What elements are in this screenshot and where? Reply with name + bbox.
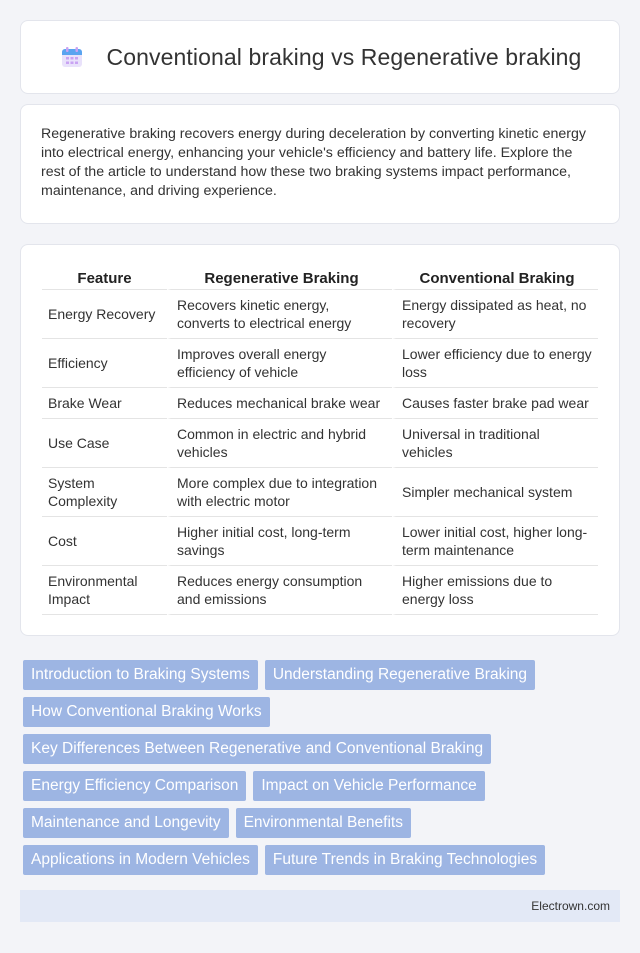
header-card xyxy=(20,20,620,94)
table-cell: Improves overall energy efficiency of vehicle xyxy=(167,339,392,388)
table-row xyxy=(42,388,598,419)
table-row xyxy=(42,517,598,566)
tag-link[interactable]: Impact on Vehicle Performance xyxy=(253,771,484,801)
tag-link[interactable]: Maintenance and Longevity xyxy=(23,808,229,838)
table-row xyxy=(42,339,598,388)
column-header: Conventional Braking xyxy=(392,265,598,290)
table-cell: Environmental Impact xyxy=(42,566,167,615)
table-cell: System Complexity xyxy=(42,468,167,517)
column-header: Feature xyxy=(42,265,167,290)
tag-link[interactable]: How Conventional Braking Works xyxy=(23,697,270,727)
tag-link[interactable]: Environmental Benefits xyxy=(236,808,411,838)
tag-link[interactable]: Introduction to Braking Systems xyxy=(23,660,258,690)
table-cell: Lower initial cost, higher long-term maintenance xyxy=(392,517,598,566)
tag-link[interactable]: Applications in Modern Vehicles xyxy=(23,845,258,875)
table-cell: Universal in traditional vehicles xyxy=(392,419,598,468)
tag-link[interactable]: Future Trends in Braking Technologies xyxy=(265,845,545,875)
table-cell: Brake Wear xyxy=(42,388,167,419)
table-row xyxy=(42,566,598,615)
table-cell: Causes faster brake pad wear xyxy=(392,388,598,419)
calendar-icon xyxy=(59,44,85,70)
table-header-row xyxy=(42,265,598,290)
table-cell: Higher emissions due to energy loss xyxy=(392,566,598,615)
intro-text: Regenerative braking recovers energy during deceleration by converting kinetic energy into electrical energy, enhancing your vehicle's efficiency and battery life. Explore the rest of the article to understand how these two braking systems impact performance, maintenance, and driving experience. xyxy=(41,126,586,199)
table-cell: Energy Recovery xyxy=(42,290,167,339)
table-cell: Simpler mechanical system xyxy=(392,468,598,517)
footer-site-name[interactable]: Electrown.com xyxy=(531,899,610,913)
table-cell: Reduces energy consumption and emissions xyxy=(167,566,392,615)
footer xyxy=(20,890,620,922)
table-cell: Efficiency xyxy=(42,339,167,388)
comparison-table xyxy=(42,265,598,615)
table-cell: Energy dissipated as heat, no recovery xyxy=(392,290,598,339)
tag-link[interactable]: Understanding Regenerative Braking xyxy=(265,660,535,690)
table-row xyxy=(42,419,598,468)
tag-link[interactable]: Energy Efficiency Comparison xyxy=(23,771,246,801)
table-row xyxy=(42,468,598,517)
comparison-table-card xyxy=(20,244,620,636)
topic-tags xyxy=(23,660,603,882)
table-cell: More complex due to integration with electric motor xyxy=(167,468,392,517)
intro-card xyxy=(20,104,620,224)
column-header: Regenerative Braking xyxy=(167,265,392,290)
table-cell: Recovers kinetic energy, converts to electrical energy xyxy=(167,290,392,339)
tag-link[interactable]: Key Differences Between Regenerative and Conventional Braking xyxy=(23,734,491,764)
table-cell: Higher initial cost, long-term savings xyxy=(167,517,392,566)
table-cell: Reduces mechanical brake wear xyxy=(167,388,392,419)
table-cell: Lower efficiency due to energy loss xyxy=(392,339,598,388)
table-cell: Use Case xyxy=(42,419,167,468)
table-cell: Common in electric and hybrid vehicles xyxy=(167,419,392,468)
table-row xyxy=(42,290,598,339)
table-cell: Cost xyxy=(42,517,167,566)
page-title: Conventional braking vs Regenerative braking xyxy=(106,43,582,70)
